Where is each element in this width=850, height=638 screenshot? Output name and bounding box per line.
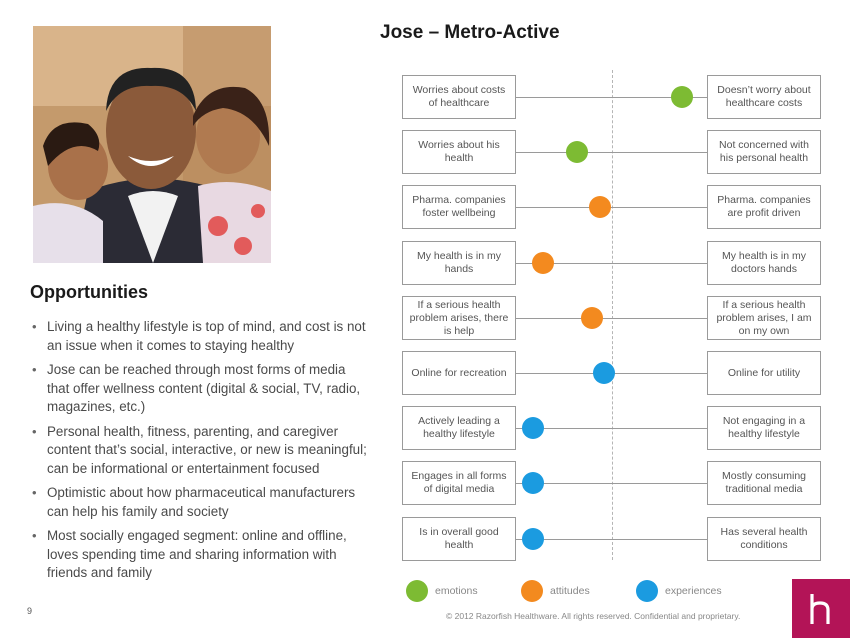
scale-right-label: Mostly consuming traditional media <box>707 461 821 505</box>
legend-label: attitudes <box>550 585 590 597</box>
bullet-text: Personal health, fitness, parenting, and caregiver content that’s social, interactive, or new is meaningful; can be informational or entertainment focused <box>47 423 367 476</box>
bullet-icon: • <box>32 423 37 439</box>
h-logo-icon <box>792 579 850 638</box>
scale-right-label: Online for utility <box>707 351 821 395</box>
scale-marker-experiences <box>522 528 544 550</box>
scale-line <box>516 97 707 98</box>
scale-left-label: Engages in all forms of digital media <box>402 461 516 505</box>
scale-left-label: Actively leading a healthy lifestyle <box>402 406 516 450</box>
scale-left-label: Worries about costs of healthcare <box>402 75 516 119</box>
center-divider <box>612 70 613 560</box>
scale-line <box>516 539 707 540</box>
persona-photo <box>33 26 271 263</box>
scale-marker-experiences <box>522 417 544 439</box>
scale-right-label: Not engaging in a healthy lifestyle <box>707 406 821 450</box>
legend-emotions <box>406 580 478 602</box>
scale-left-label: Online for recreation <box>402 351 516 395</box>
list-item <box>30 318 370 355</box>
list-item <box>30 527 370 583</box>
scale-left-label: Pharma. companies foster wellbeing <box>402 185 516 229</box>
scale-left-label: My health is in my hands <box>402 241 516 285</box>
scale-line <box>516 318 707 319</box>
scale-marker-attitudes <box>581 307 603 329</box>
scale-right-label: My health is in my doctors hands <box>707 241 821 285</box>
scale-marker-attitudes <box>589 196 611 218</box>
scale-right-label: Doesn’t worry about healthcare costs <box>707 75 821 119</box>
bullet-icon: • <box>32 362 37 377</box>
scale-line <box>516 373 707 374</box>
scale-line <box>516 152 707 153</box>
legend-attitudes <box>521 580 590 602</box>
legend-label: experiences <box>665 585 722 597</box>
scale-right-label: Has several health conditions <box>707 517 821 561</box>
scale-left-label: Worries about his health <box>402 130 516 174</box>
list-item <box>30 423 370 479</box>
legend-experiences <box>636 580 722 602</box>
bullet-text: Optimistic about how pharmaceutical manufacturers can help his family and society <box>47 485 356 519</box>
bullet-icon: • <box>32 319 37 334</box>
scale-line <box>516 483 707 484</box>
scale-line <box>516 263 707 264</box>
legend-label: emotions <box>435 585 478 597</box>
copyright-notice: © 2012 Razorfish Healthware. All rights reserved. Confidential and proprietary. <box>446 611 741 621</box>
scale-right-label: If a serious health problem arises, I am on my own <box>707 296 821 340</box>
scale-left-label: Is in overall good health <box>402 517 516 561</box>
scale-marker-experiences <box>593 362 615 384</box>
persona-title: Jose – Metro-Active <box>380 22 560 43</box>
scale-line <box>516 428 707 429</box>
bullet-text: Living a healthy lifestyle is top of mind, and cost is not an issue when it comes to staying healthy <box>47 319 366 353</box>
list-item <box>30 361 370 417</box>
experiences-dot-icon <box>636 580 658 602</box>
bullet-icon: • <box>32 485 37 500</box>
bullet-icon: • <box>32 528 37 543</box>
page-number: 9 <box>27 606 33 616</box>
bullet-text: Most socially engaged segment: online and offline, loves spending time and sharing information with friends and family <box>47 528 347 580</box>
list-item <box>30 484 370 521</box>
scale-line <box>516 207 707 208</box>
scale-marker-emotions <box>566 141 588 163</box>
scale-marker-experiences <box>522 472 544 494</box>
scale-marker-emotions <box>671 86 693 108</box>
scale-left-label: If a serious health problem arises, there is help <box>402 296 516 340</box>
opportunities-list <box>30 318 370 589</box>
opportunities-heading: Opportunities <box>30 282 148 302</box>
attitudes-dot-icon <box>521 580 543 602</box>
scale-marker-attitudes <box>532 252 554 274</box>
emotions-dot-icon <box>406 580 428 602</box>
scale-right-label: Not concerned with his personal health <box>707 130 821 174</box>
scale-right-label: Pharma. companies are profit driven <box>707 185 821 229</box>
bullet-text: Jose can be reached through most forms of media that offer wellness content (digital & social, TV, radio, magazines, etc.) <box>47 362 361 414</box>
